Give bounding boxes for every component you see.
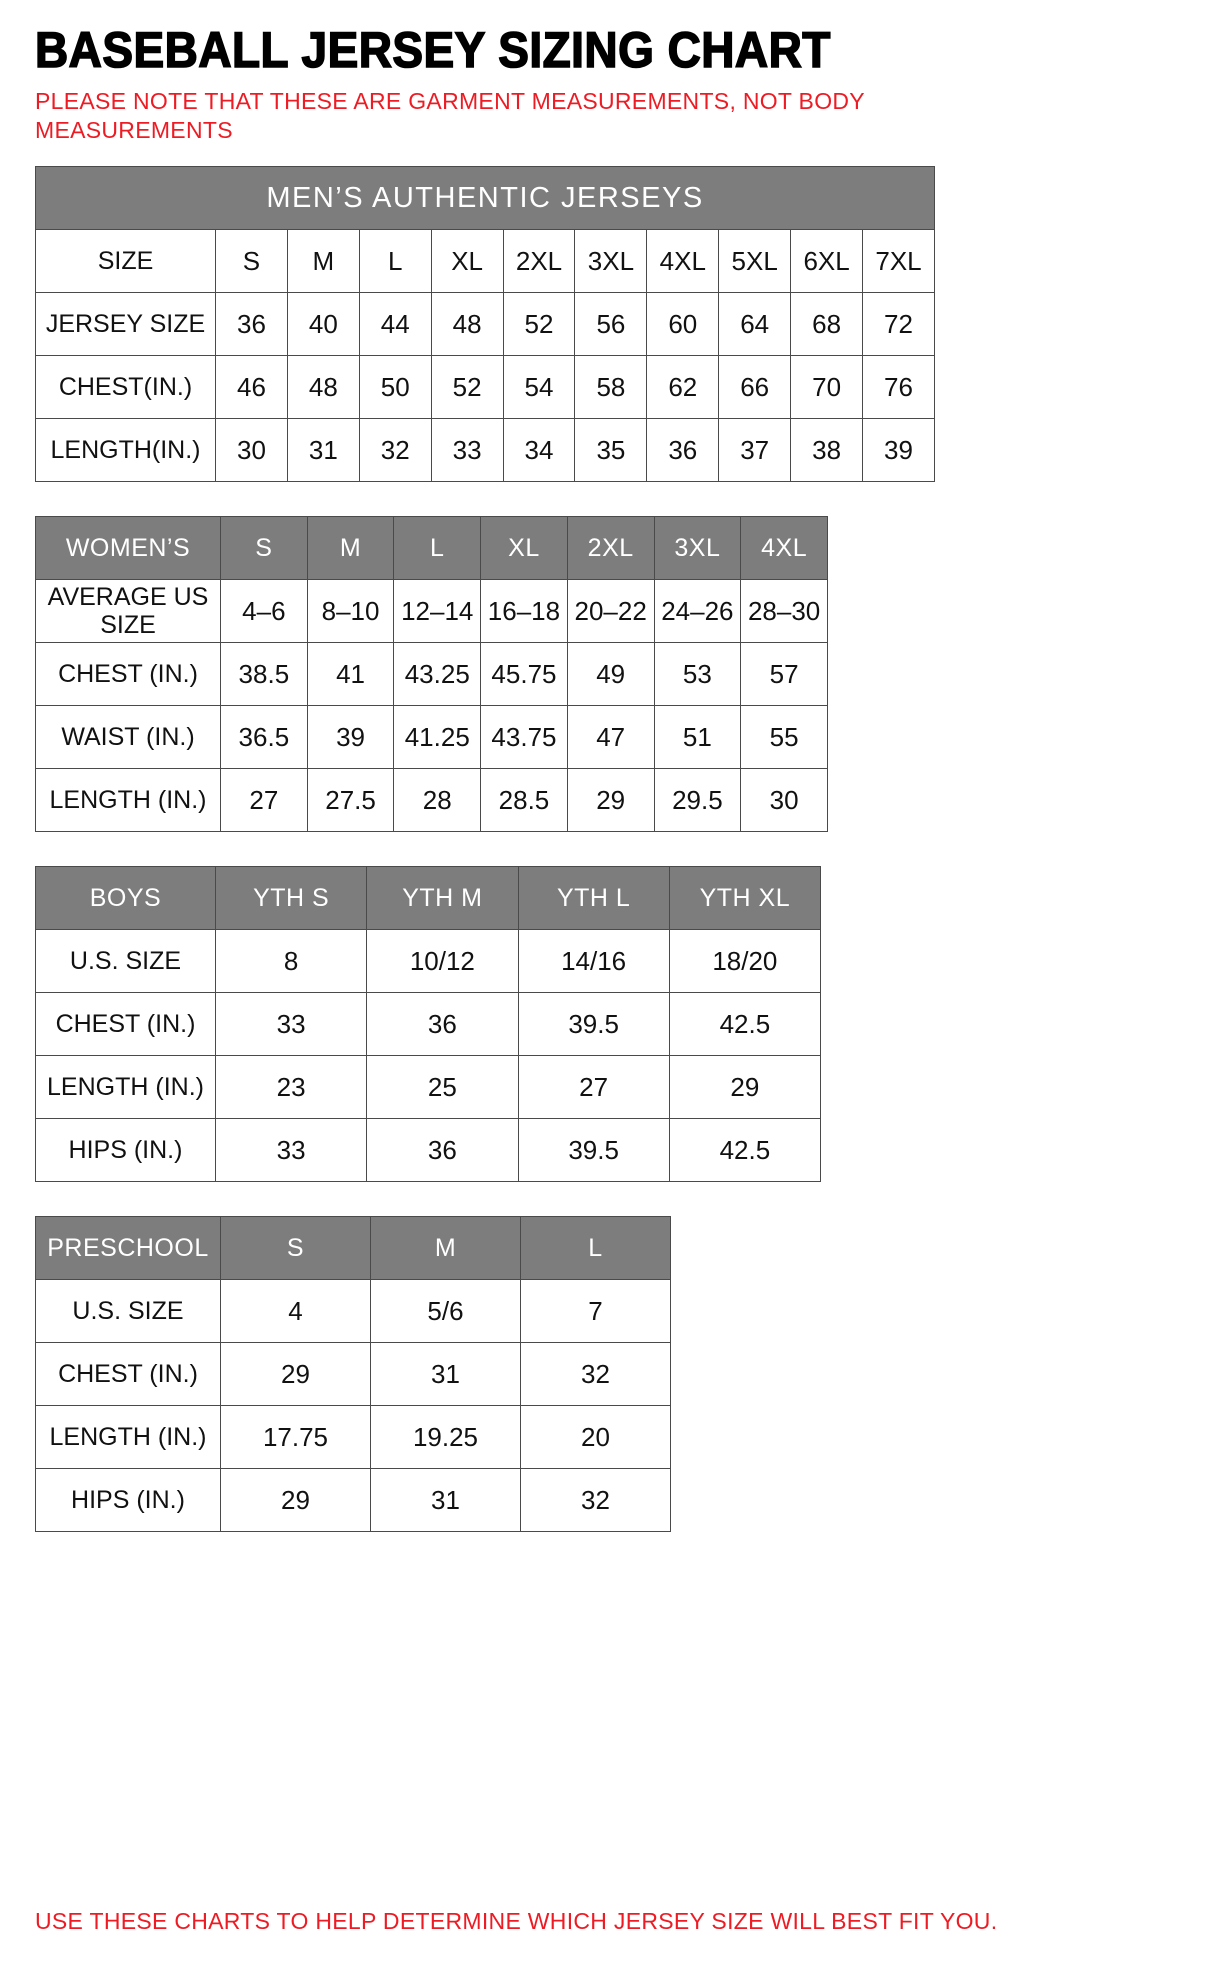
table-cell: 29 [221, 1343, 371, 1406]
table-row [36, 293, 935, 356]
row-label: CHEST (IN.) [36, 643, 221, 706]
table-cell: 4–6 [221, 580, 308, 643]
preschool-table [35, 1216, 671, 1532]
table-cell: 72 [863, 293, 935, 356]
table-cell: 34 [503, 419, 575, 482]
table-cell: 54 [503, 356, 575, 419]
table-cell: 14/16 [518, 930, 669, 993]
col-header: L [394, 517, 481, 580]
table-banner: MEN’S AUTHENTIC JERSEYS [36, 167, 935, 230]
row-label: JERSEY SIZE [36, 293, 216, 356]
footer-note: USE THESE CHARTS TO HELP DETERMINE WHICH JERSEY SIZE WILL BEST FIT YOU. [35, 1908, 998, 1934]
col-header: YTH L [518, 867, 669, 930]
table-cell: 31 [371, 1343, 521, 1406]
row-label: HIPS (IN.) [36, 1119, 216, 1182]
table-cell: 66 [719, 356, 791, 419]
table-cell: 38.5 [221, 643, 308, 706]
row-label: CHEST (IN.) [36, 993, 216, 1056]
table-row [36, 230, 935, 293]
table-cell: 2XL [503, 230, 575, 293]
col-header: YTH XL [669, 867, 820, 930]
col-header: YTH M [367, 867, 518, 930]
table-cell: 39.5 [518, 1119, 669, 1182]
row-label: LENGTH(IN.) [36, 419, 216, 482]
table-row [36, 419, 935, 482]
table-header-row [36, 1217, 671, 1280]
row-label: CHEST(IN.) [36, 356, 216, 419]
table-cell: 4XL [647, 230, 719, 293]
table-cell: 45.75 [481, 643, 568, 706]
table-cell: 36 [367, 1119, 518, 1182]
table-cell: 58 [575, 356, 647, 419]
table-cell: 33 [216, 1119, 367, 1182]
boys-jerseys-table-container [35, 866, 821, 1182]
table-row [36, 1056, 821, 1119]
table-cell: 30 [216, 419, 288, 482]
table-cell: 8 [216, 930, 367, 993]
table-cell: 4 [221, 1280, 371, 1343]
table-cell: 68 [791, 293, 863, 356]
table-cell: 47 [567, 706, 654, 769]
col-header: XL [481, 517, 568, 580]
table-row [36, 993, 821, 1056]
table-title-cell: BOYS [36, 867, 216, 930]
table-row [36, 769, 828, 832]
table-cell: 6XL [791, 230, 863, 293]
table-cell: 44 [359, 293, 431, 356]
table-title-cell: WOMEN’S [36, 517, 221, 580]
col-header: 2XL [567, 517, 654, 580]
table-cell: 33 [216, 993, 367, 1056]
row-label: SIZE [36, 230, 216, 293]
table-cell: 39 [863, 419, 935, 482]
row-label: LENGTH (IN.) [36, 1056, 216, 1119]
table-cell: 48 [287, 356, 359, 419]
table-cell: 36 [647, 419, 719, 482]
row-label: U.S. SIZE [36, 1280, 221, 1343]
womens-table [35, 516, 828, 832]
table-cell: 31 [287, 419, 359, 482]
table-row [36, 930, 821, 993]
table-cell: 46 [216, 356, 288, 419]
table-cell: 30 [741, 769, 828, 832]
table-cell: 27 [221, 769, 308, 832]
table-cell: 24–26 [654, 580, 741, 643]
row-label: CHEST (IN.) [36, 1343, 221, 1406]
row-label: LENGTH (IN.) [36, 769, 221, 832]
table-row [36, 1280, 671, 1343]
table-cell: 5/6 [371, 1280, 521, 1343]
table-cell: 64 [719, 293, 791, 356]
table-cell: 23 [216, 1056, 367, 1119]
table-cell: 19.25 [371, 1406, 521, 1469]
table-cell: 18/20 [669, 930, 820, 993]
table-cell: 41 [307, 643, 394, 706]
row-label: U.S. SIZE [36, 930, 216, 993]
table-cell: 20–22 [567, 580, 654, 643]
col-header: YTH S [216, 867, 367, 930]
col-header: S [221, 1217, 371, 1280]
table-cell: 12–14 [394, 580, 481, 643]
table-row [36, 1469, 671, 1532]
table-cell: 40 [287, 293, 359, 356]
table-cell: 41.25 [394, 706, 481, 769]
womens-jerseys-table-container [35, 516, 828, 832]
table-cell: 32 [521, 1469, 671, 1532]
table-row [36, 580, 828, 643]
mens-jerseys-table-container [35, 166, 935, 482]
table-cell: 39.5 [518, 993, 669, 1056]
table-cell: 51 [654, 706, 741, 769]
table-cell: 70 [791, 356, 863, 419]
table-cell: 43.25 [394, 643, 481, 706]
col-header: M [307, 517, 394, 580]
table-cell: S [216, 230, 288, 293]
page-title: BASEBALL JERSEY SIZING CHART [35, 22, 831, 78]
table-cell: 27.5 [307, 769, 394, 832]
table-cell: XL [431, 230, 503, 293]
table-cell: M [287, 230, 359, 293]
table-cell: 25 [367, 1056, 518, 1119]
table-cell: 29 [567, 769, 654, 832]
table-cell: 42.5 [669, 993, 820, 1056]
table-cell: 42.5 [669, 1119, 820, 1182]
col-header: 4XL [741, 517, 828, 580]
table-header-row [36, 867, 821, 930]
col-header: 3XL [654, 517, 741, 580]
table-cell: 32 [521, 1343, 671, 1406]
table-cell: 5XL [719, 230, 791, 293]
table-cell: 48 [431, 293, 503, 356]
table-cell: 38 [791, 419, 863, 482]
table-cell: 36 [216, 293, 288, 356]
table-cell: 60 [647, 293, 719, 356]
table-cell: 36 [367, 993, 518, 1056]
table-cell: 32 [359, 419, 431, 482]
table-cell: 3XL [575, 230, 647, 293]
table-cell: 53 [654, 643, 741, 706]
mens-table [35, 166, 935, 482]
table-cell: 7 [521, 1280, 671, 1343]
garment-measurements-note: PLEASE NOTE THAT THESE ARE GARMENT MEASUREMENTS, NOT BODY MEASUREMENTS [35, 87, 865, 144]
table-row [36, 1406, 671, 1469]
table-cell: 57 [741, 643, 828, 706]
col-header: L [521, 1217, 671, 1280]
table-cell: 39 [307, 706, 394, 769]
row-label: LENGTH (IN.) [36, 1406, 221, 1469]
table-cell: L [359, 230, 431, 293]
table-cell: 52 [503, 293, 575, 356]
table-cell: 29.5 [654, 769, 741, 832]
table-cell: 56 [575, 293, 647, 356]
table-cell: 8–10 [307, 580, 394, 643]
table-title-cell: PRESCHOOL [36, 1217, 221, 1280]
table-header-row [36, 517, 828, 580]
table-cell: 52 [431, 356, 503, 419]
col-header: S [221, 517, 308, 580]
table-cell: 28–30 [741, 580, 828, 643]
table-cell: 31 [371, 1469, 521, 1532]
table-banner-row [36, 167, 935, 230]
table-cell: 76 [863, 356, 935, 419]
table-cell: 33 [431, 419, 503, 482]
table-cell: 17.75 [221, 1406, 371, 1469]
table-cell: 28.5 [481, 769, 568, 832]
table-cell: 37 [719, 419, 791, 482]
table-cell: 62 [647, 356, 719, 419]
boys-table [35, 866, 821, 1182]
row-label: WAIST (IN.) [36, 706, 221, 769]
table-row [36, 643, 828, 706]
table-cell: 28 [394, 769, 481, 832]
row-label: HIPS (IN.) [36, 1469, 221, 1532]
table-cell: 29 [221, 1469, 371, 1532]
table-cell: 43.75 [481, 706, 568, 769]
table-row [36, 1343, 671, 1406]
preschool-jerseys-table-container [35, 1216, 671, 1532]
table-cell: 20 [521, 1406, 671, 1469]
table-row [36, 1119, 821, 1182]
col-header: M [371, 1217, 521, 1280]
table-cell: 36.5 [221, 706, 308, 769]
table-cell: 16–18 [481, 580, 568, 643]
row-label: AVERAGE US SIZE [36, 580, 221, 643]
table-cell: 27 [518, 1056, 669, 1119]
table-cell: 50 [359, 356, 431, 419]
table-row [36, 356, 935, 419]
table-cell: 35 [575, 419, 647, 482]
table-cell: 49 [567, 643, 654, 706]
table-cell: 7XL [863, 230, 935, 293]
table-cell: 55 [741, 706, 828, 769]
table-row [36, 706, 828, 769]
table-cell: 29 [669, 1056, 820, 1119]
table-cell: 10/12 [367, 930, 518, 993]
